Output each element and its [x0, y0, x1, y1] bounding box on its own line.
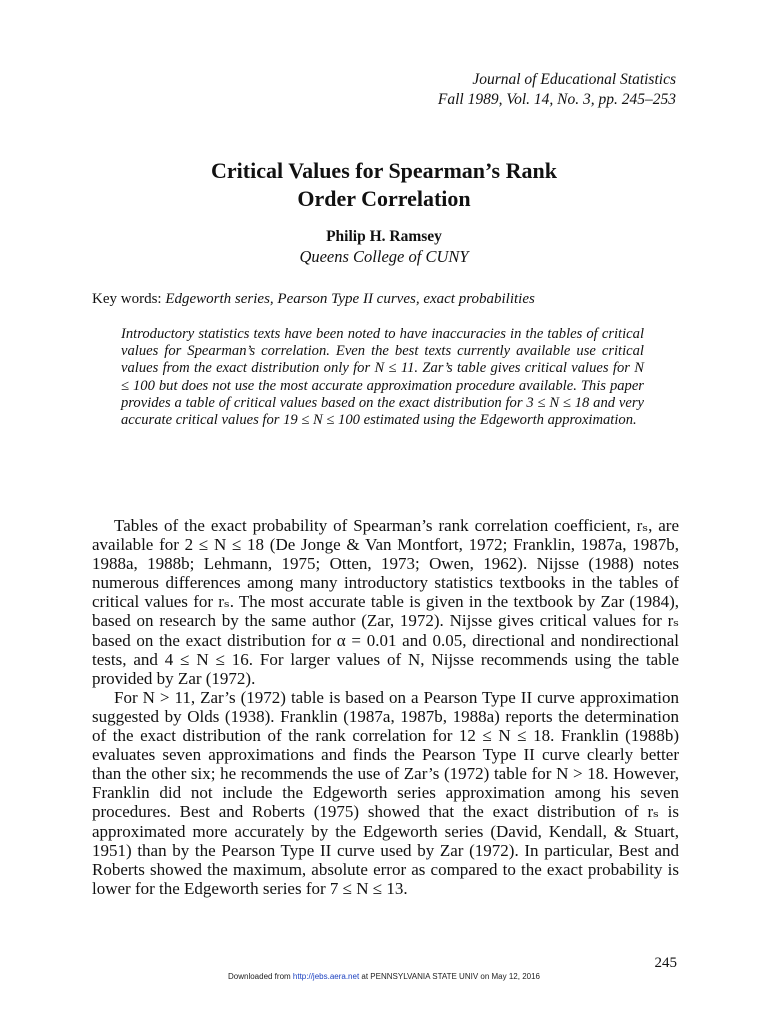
page-number: 245 — [654, 955, 677, 971]
author-block — [0, 227, 768, 267]
keywords-line — [92, 289, 535, 309]
title-line-1: Critical Values for Spearman’s Rank — [211, 158, 557, 183]
keywords-list: Edgeworth series, Pearson Type II curves, exact probabilities — [165, 291, 535, 307]
article-title — [0, 157, 768, 213]
keywords-label: Key words: — [92, 291, 162, 307]
journal-issue: Fall 1989, Vol. 14, No. 3, pp. 245–253 — [437, 91, 676, 108]
body-paragraph-2: For N > 11, Zar’s (1972) table is based on a Pearson Type II curve approximation suggested by Olds (1938). Franklin (1987a, 1987b, 1988a) reports the determination of the exact distribution of the rank correlation for 12 ≤ N ≤ 18. Franklin (1988b) evaluates seven approximations and finds the Pearson Type II curve clearly better than the other six; he recommends the use of Zar’s (1972) table for N > 18. However, Franklin did not include the Edgeworth series approximation among his seven procedures. Best and Roberts (1975) showed that the exact distribution of rₛ is approximated more accurately by the Edgeworth series (David, Kendall, & Stuart, 1951) than by the Pearson Type II curve used by Zar (1972). In particular, Best and Roberts showed the maximum, absolute error as compared to the exact probability is lower for the Edgeworth series for 7 ≤ N ≤ 13. — [92, 687, 679, 898]
footer-suffix: at PENNSYLVANIA STATE UNIV on May 12, 2016 — [359, 972, 540, 981]
abstract: Introductory statistics texts have been noted to have inaccuracies in the tables of critical values for Spearman’s correlation. Even the best texts currently available use critical values from the exact distribution only for N ≤ 11. Zar’s table gives critical values for N ≤ 100 but does not use the most accurate approximation procedure available. This paper provides a table of critical values based on the exact distribution for 3 ≤ N ≤ 18 and very accurate critical values for 19 ≤ N ≤ 100 estimated using the Edgeworth approximation. — [121, 326, 644, 429]
footer-prefix: Downloaded from — [227, 972, 293, 981]
article-body — [92, 516, 679, 898]
author-affiliation: Queens College of CUNY — [299, 247, 469, 266]
download-footer — [0, 972, 768, 981]
body-paragraph-1: Tables of the exact probability of Spearman’s rank correlation coefficient, rₛ, are available for 2 ≤ N ≤ 18 (De Jonge & Van Montfort, 1972; Franklin, 1987a, 1987b, 1988a, 1988b; Lehmann, 1975; Otten, 1973; Owen, 1962). Nijsse (1988) notes numerous differences among many introductory statistics textbooks in the tables of critical values for rₛ. The most accurate table is given in the textbook by Zar (1984), based on research by the same author (Zar, 1972). Nijsse gives critical values for rₛ based on the exact distribution for α = 0.01 and 0.05, directional and nondirectional tests, and 4 ≤ N ≤ 16. For larger values of N, Nijsse recommends using the table provided by Zar (1972). — [92, 516, 679, 688]
journal-name: Journal of Educational Statistics — [472, 71, 676, 88]
author-name: Philip H. Ramsey — [326, 228, 442, 245]
title-line-2: Order Correlation — [297, 186, 471, 211]
footer-link[interactable]: http://jebs.aera.net — [292, 972, 360, 981]
journal-citation — [438, 70, 676, 110]
